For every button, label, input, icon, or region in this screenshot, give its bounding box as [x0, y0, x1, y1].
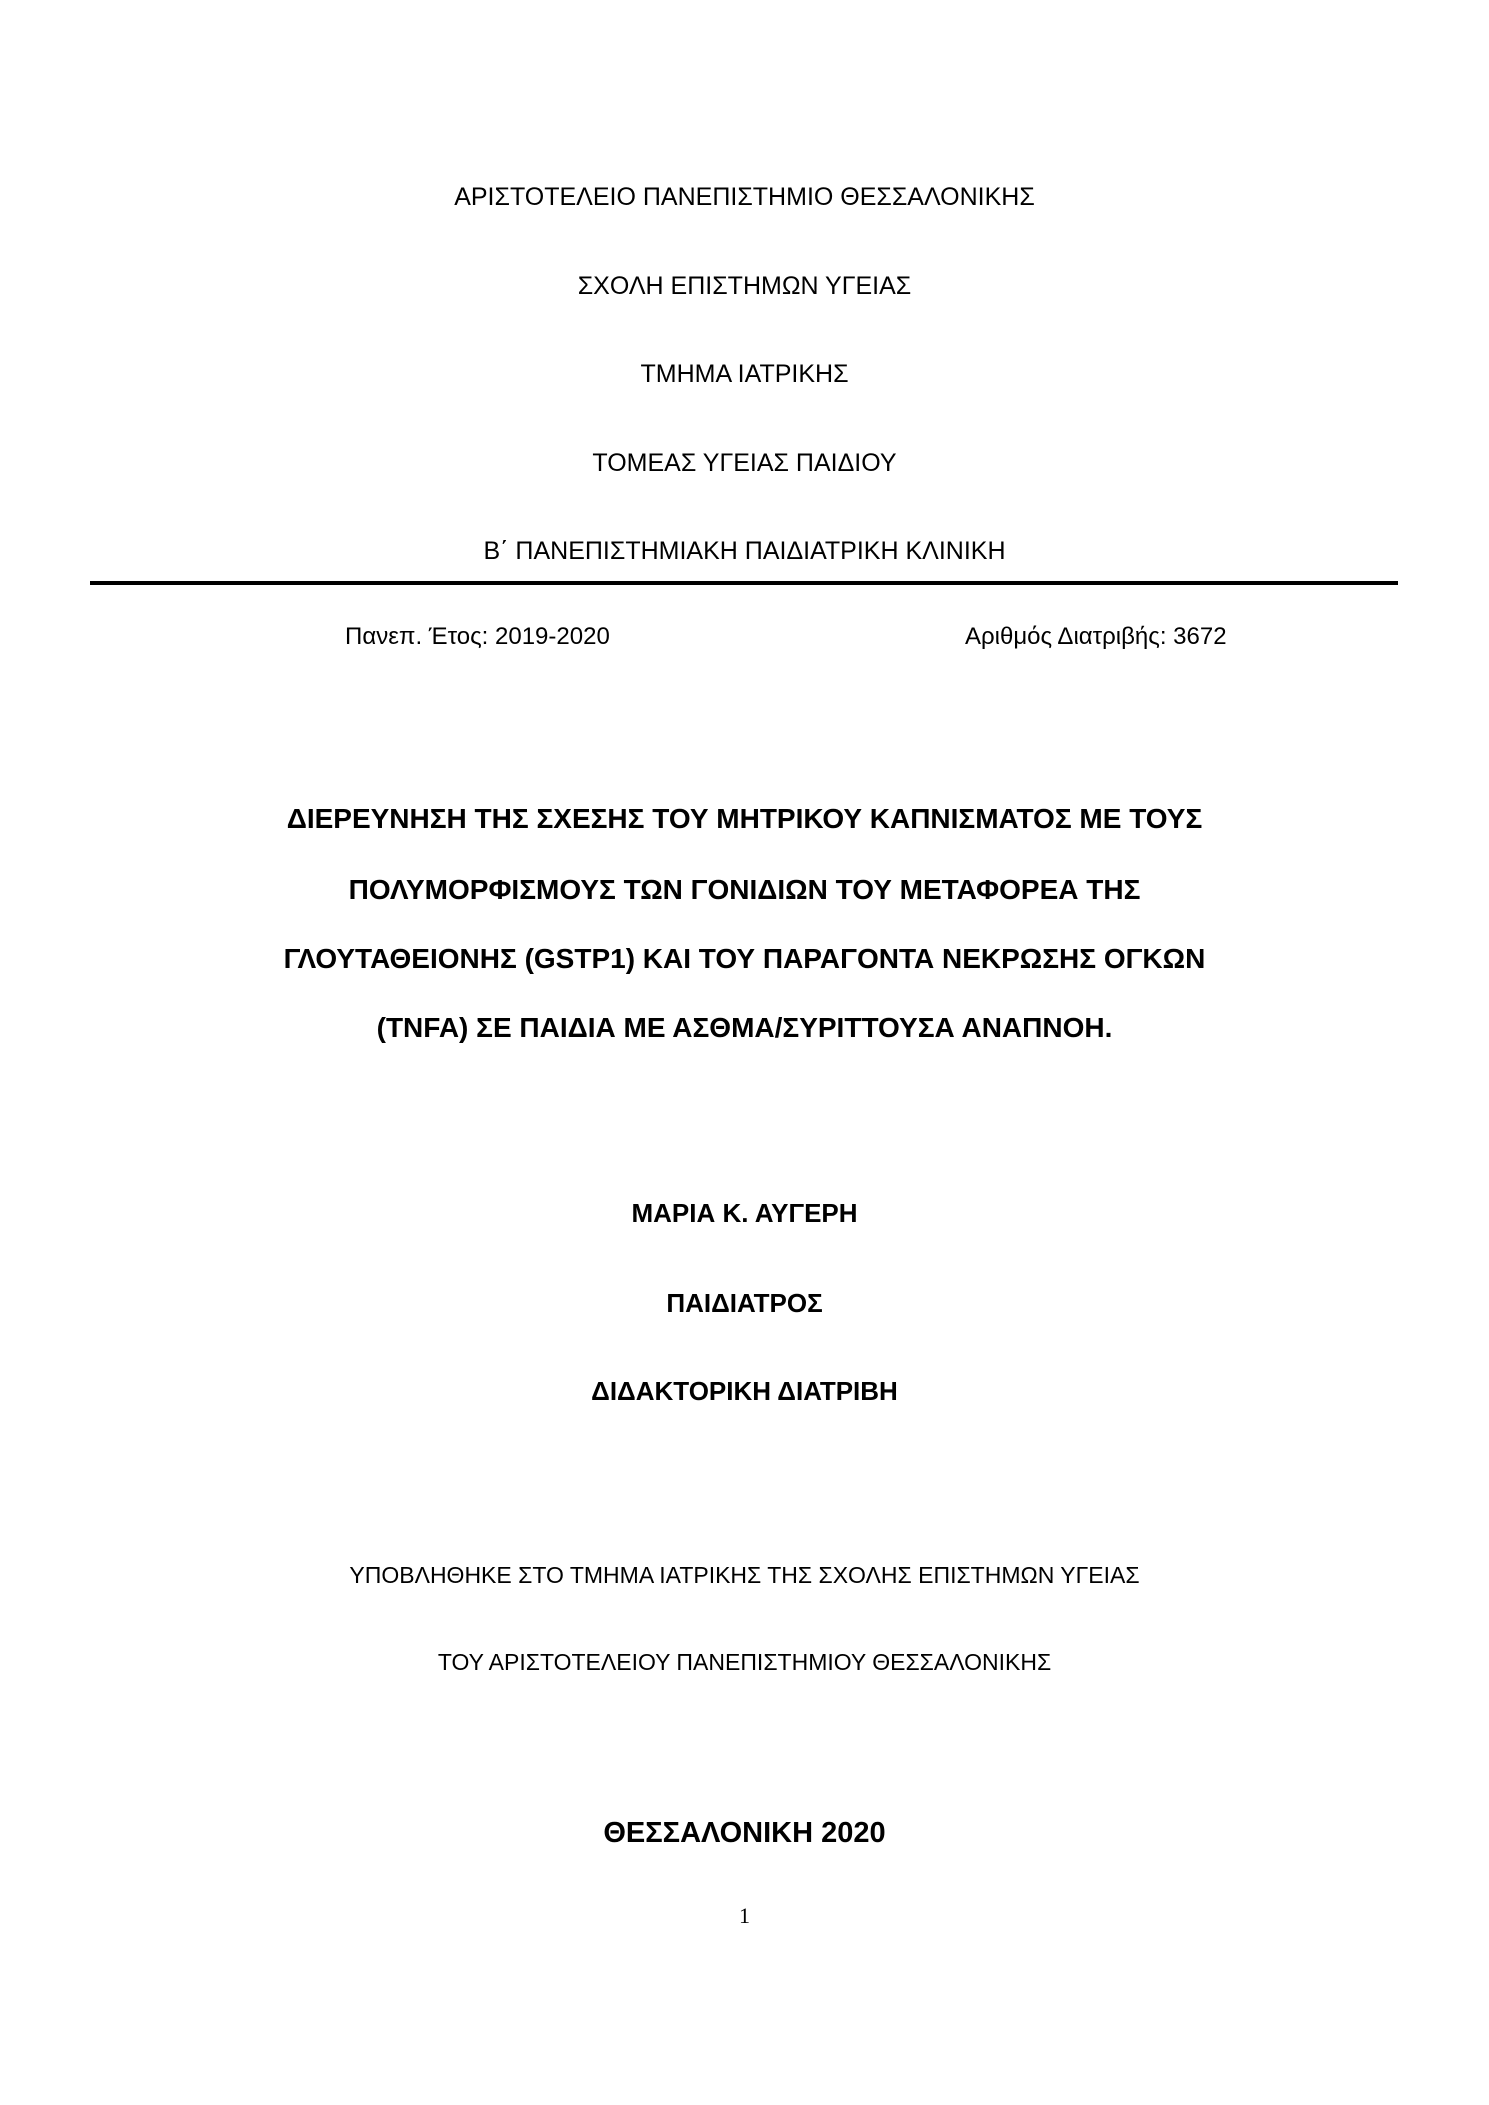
- academic-year: Πανεπ. Έτος: 2019-2020: [345, 623, 610, 650]
- thesis-number: Αριθμός Διατριβής: 3672: [965, 623, 1227, 650]
- thesis-title-line-1: ΔΙΕΡΕΥΝΗΣΗ ΤΗΣ ΣΧΕΣΗΣ ΤΟΥ ΜΗΤΡΙΚΟΥ ΚΑΠΝΙΣΜΑΤΟΣ ΜΕ ΤΟΥΣ: [286, 803, 1203, 834]
- author-profession: ΠΑΙΔΙΑΤΡΟΣ: [666, 1288, 823, 1318]
- school-name: ΣΧΟΛΗ ΕΠΙΣΤΗΜΩΝ ΥΓΕΙΑΣ: [577, 272, 912, 300]
- submission-line-1: ΥΠΟΒΛΗΘΗΚΕ ΣΤΟ ΤΜΗΜΑ ΙΑΤΡΙΚΗΣ ΤΗΣ ΣΧΟΛΗΣ ΕΠΙΣΤΗΜΩΝ ΥΓΕΙΑΣ: [349, 1562, 1140, 1588]
- page-number: 1: [739, 1903, 750, 1928]
- document-type: ΔΙΔΑΚΤΟΡΙΚΗ ΔΙΑΤΡΙΒΗ: [591, 1376, 898, 1406]
- thesis-title-line-2: ΠΟΛΥΜΟΡΦΙΣΜΟΥΣ ΤΩΝ ΓΟΝΙΔΙΩΝ ΤΟΥ ΜΕΤΑΦΟΡΕΑ ΤΗΣ: [348, 874, 1141, 905]
- submission-line-2: ΤΟΥ ΑΡΙΣΤΟΤΕΛΕΙΟΥ ΠΑΝΕΠΙΣΤΗΜΙΟΥ ΘΕΣΣΑΛΟΝΙΚΗΣ: [437, 1649, 1052, 1675]
- clinic-name: Β΄ ΠΑΝΕΠΙΣΤΗΜΙΑΚΗ ΠΑΙΔΙΑΤΡΙΚΗ ΚΛΙΝΙΚΗ: [483, 537, 1006, 565]
- department-name: ΤΜΗΜΑ ΙΑΤΡΙΚΗΣ: [640, 360, 849, 388]
- author-name: ΜΑΡΙΑ Κ. ΑΥΓΕΡΗ: [631, 1198, 858, 1228]
- header-divider: [90, 581, 1398, 585]
- thesis-title-line-4: (TNFA) ΣΕ ΠΑΙΔΙΑ ΜΕ ΑΣΘΜΑ/ΣΥΡΙΤΤΟΥΣΑ ΑΝΑΠΝΟΗ.: [376, 1012, 1113, 1043]
- thesis-title-line-3: ΓΛΟΥΤΑΘΕΙΟΝΗΣ (GSTP1) ΚΑΙ ΤΟΥ ΠΑΡΑΓΟΝΤΑ ΝΕΚΡΩΣΗΣ ΟΓΚΩΝ: [283, 943, 1206, 974]
- city-year: ΘΕΣΣΑΛΟΝΙΚΗ 2020: [603, 1817, 886, 1849]
- university-name: ΑΡΙΣΤΟΤΕΛΕΙΟ ΠΑΝΕΠΙΣΤΗΜΙΟ ΘΕΣΣΑΛΟΝΙΚΗΣ: [454, 183, 1035, 211]
- sector-name: ΤΟΜΕΑΣ ΥΓΕΙΑΣ ΠΑΙΔΙΟΥ: [592, 449, 897, 477]
